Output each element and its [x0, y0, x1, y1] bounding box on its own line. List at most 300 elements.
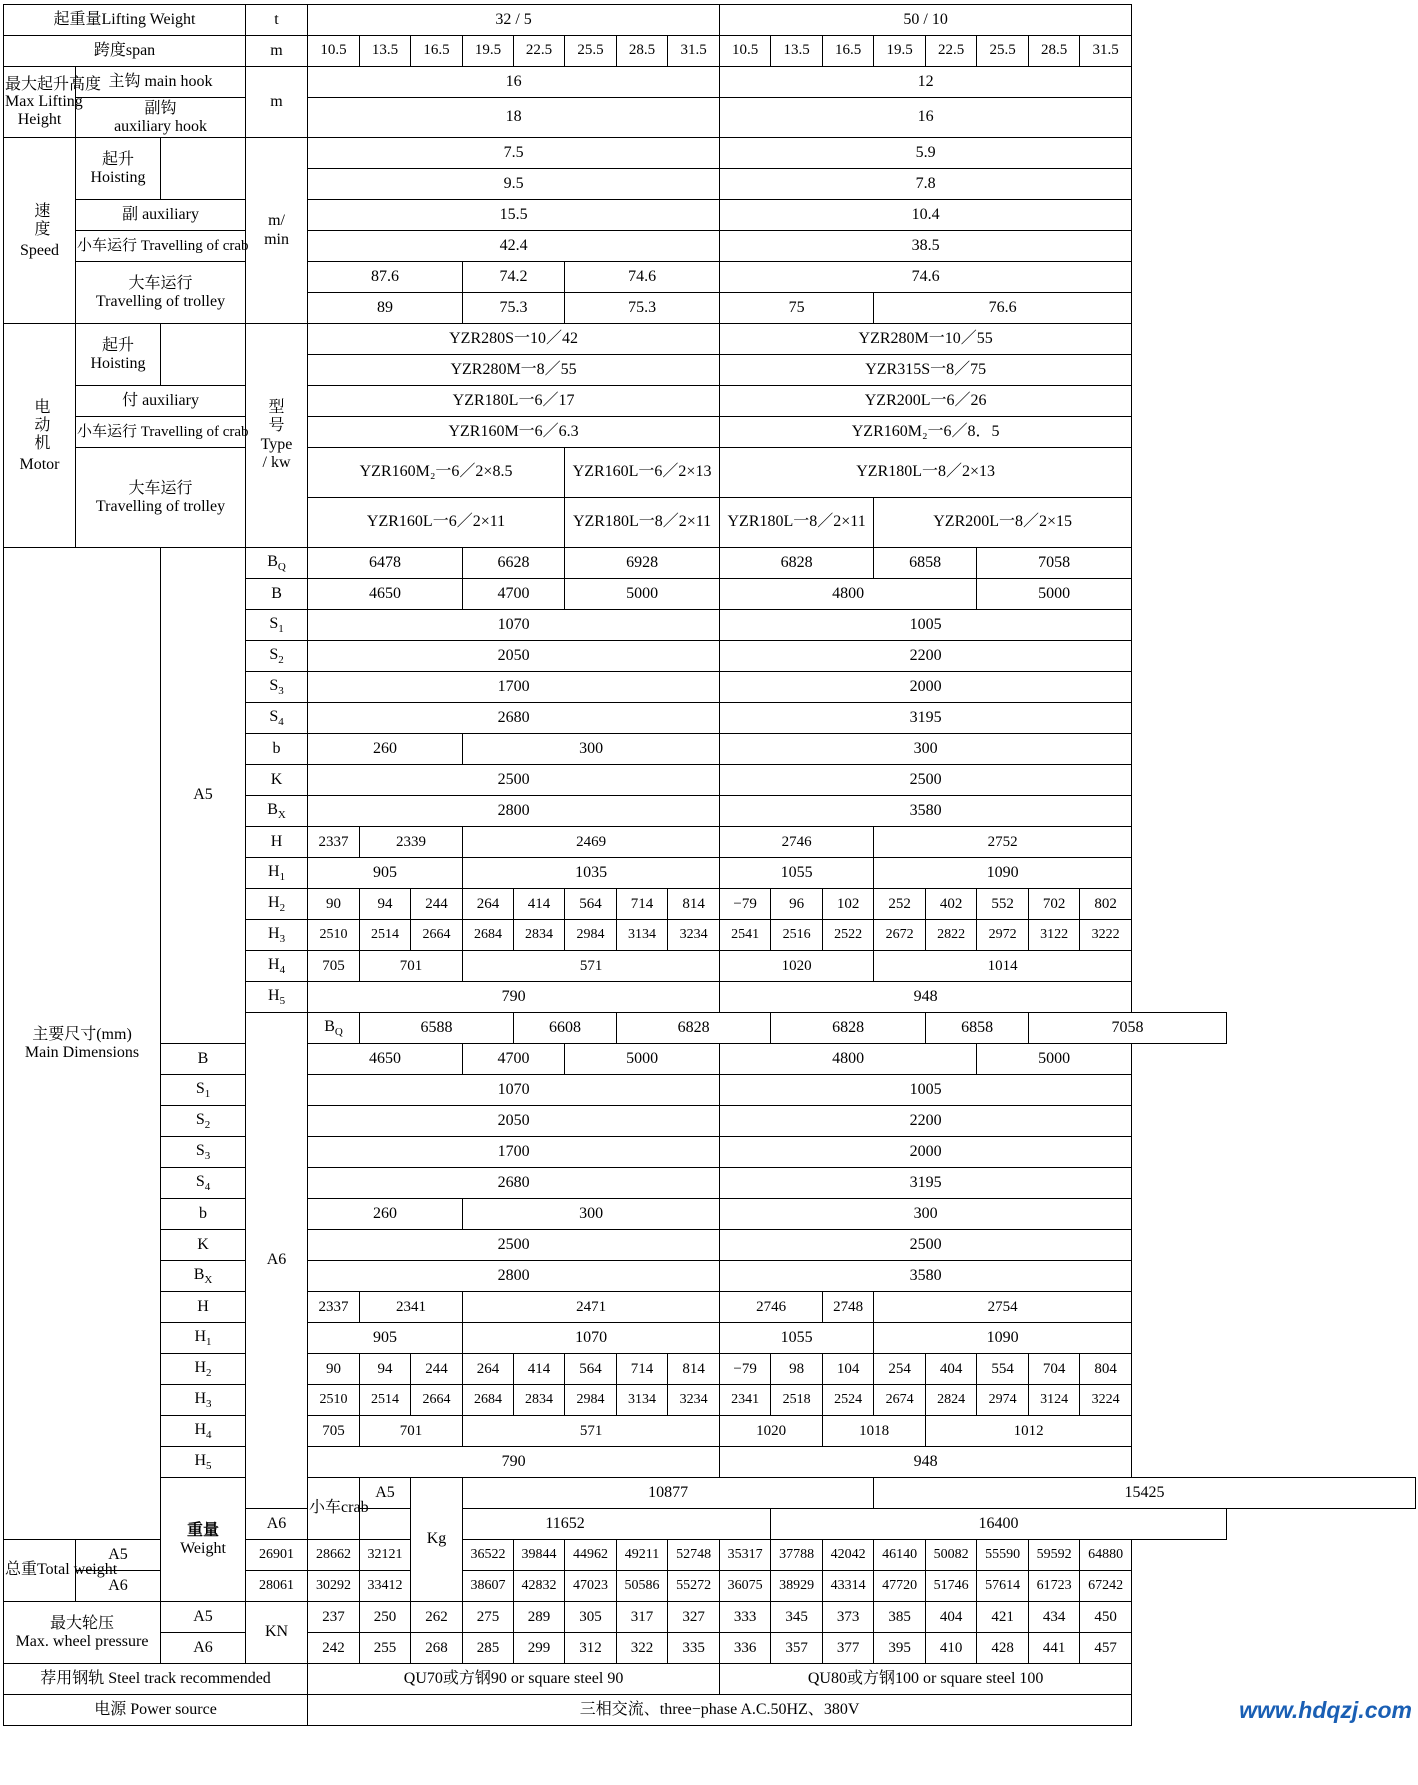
speed-unit-2: min	[264, 230, 289, 248]
wheel-pressure-value: 410	[926, 1633, 977, 1664]
dim-value: 2514	[360, 1385, 411, 1416]
weight-value: 35317	[720, 1540, 771, 1571]
dim-value: 2822	[926, 920, 977, 951]
dim-value: 905	[308, 1323, 463, 1354]
dim-value: 2500	[308, 1230, 720, 1261]
motor-aux-label: 付 auxiliary	[76, 386, 246, 417]
dim-value: 90	[308, 889, 360, 920]
dim-value: 1090	[874, 858, 1132, 889]
dim-value: 2510	[308, 1385, 360, 1416]
dim-value: 4650	[308, 579, 463, 610]
speed-trolley-a5-32-a: 87.6	[308, 262, 463, 293]
dim-class-a5: A5	[161, 548, 246, 1044]
weight-value: 26901	[246, 1540, 308, 1571]
dim-value: 1012	[926, 1416, 1132, 1447]
dim-value: 802	[1080, 889, 1132, 920]
span-value: 16.5	[823, 36, 874, 67]
dim-value: 6828	[720, 548, 874, 579]
weight-value: 59592	[1029, 1540, 1080, 1571]
weight-crab-a6-32: 11652	[360, 1509, 771, 1540]
dim-value: 94	[360, 1354, 411, 1385]
speed-aux-50: 10.4	[720, 200, 1132, 231]
speed-unit-1: m/	[268, 212, 285, 230]
dim-value: 3234	[668, 1385, 720, 1416]
dim-symbol-bx: $B_X$	[161, 1261, 246, 1292]
dim-value: 1018	[823, 1416, 926, 1447]
weight-crab-a5-32: 10877	[463, 1478, 874, 1509]
dim-symbol-k: K	[161, 1230, 246, 1261]
table-row-motor-aux	[4, 386, 1416, 417]
speed-aux-label: 副 auxiliary	[76, 200, 246, 231]
weight-value: 37788	[771, 1540, 823, 1571]
steel-track-32: QU70或方钢90 or square steel 90	[308, 1664, 720, 1695]
speed-trolley-label-cn: 大车运行	[128, 275, 193, 293]
dim-value: 2200	[720, 641, 1132, 672]
dim-value: 300	[463, 734, 720, 765]
capacity-50-10: 50 / 10	[720, 5, 1132, 36]
dim-value: 1035	[463, 858, 720, 889]
wheel-pressure-value: 434	[1029, 1602, 1080, 1633]
span-value: 16.5	[411, 36, 463, 67]
dim-value: 1020	[720, 1416, 823, 1447]
dim-value: −79	[720, 889, 771, 920]
dim-value: 6828	[771, 1013, 926, 1044]
dim-symbol-h1: $H_1$	[161, 1323, 246, 1354]
speed-trolley-a6-32-c: 75.3	[565, 293, 720, 324]
capacity-32-5: 32 / 5	[308, 5, 720, 36]
dim-value: 6828	[617, 1013, 771, 1044]
main-hook-height-32: 16	[308, 67, 720, 98]
wheel-pressure-value: 237	[308, 1602, 360, 1633]
aux-hook-label-cn: 副钩	[144, 100, 177, 117]
span-value: 28.5	[617, 36, 668, 67]
weight-value: 50082	[926, 1540, 977, 1571]
dim-symbol-s3: $S_3$	[161, 1137, 246, 1168]
dim-symbol-h: H	[246, 827, 308, 858]
weight-unit: Kg	[411, 1478, 463, 1602]
motor-crab-50: YZR160M₂一6／8．5	[720, 417, 1132, 448]
dim-value: 260	[308, 734, 463, 765]
dim-value: 2339	[360, 827, 463, 858]
weight-value: 47720	[874, 1571, 926, 1602]
steel-track-50: QU80或方钢100 or square steel 100	[720, 1664, 1132, 1695]
dim-symbol-s1: $S_1$	[246, 610, 308, 641]
wheel-pressure-value: 322	[617, 1633, 668, 1664]
dim-symbol-s2: $S_2$	[246, 641, 308, 672]
weight-value: 32121	[360, 1540, 411, 1571]
weight-label-cn: 重量	[187, 1522, 220, 1540]
dim-value: 2000	[720, 672, 1132, 703]
wheel-pressure-value: 404	[926, 1602, 977, 1633]
weight-value: 50586	[617, 1571, 668, 1602]
dim-value: 2684	[463, 1385, 514, 1416]
wheel-pressure-class-a6: A6	[161, 1633, 246, 1664]
power-source-value: 三相交流、three−phase A.C.50HZ、380V	[308, 1695, 1132, 1726]
dim-value: 905	[308, 858, 463, 889]
wheel-pressure-value: 357	[771, 1633, 823, 1664]
motor-type-en1: Type	[260, 435, 293, 453]
dim-value: 300	[720, 1199, 1132, 1230]
weight-value: 33412	[360, 1571, 411, 1602]
weight-class-a5: A5	[76, 1540, 161, 1571]
weight-value: 46140	[874, 1540, 926, 1571]
span-value: 31.5	[668, 36, 720, 67]
table-row-speed-main-a5	[4, 138, 1416, 169]
dim-value: 3195	[720, 1168, 1132, 1199]
table-row-dim-s4-a6	[4, 1168, 1416, 1199]
wheel-pressure-unit: KN	[246, 1602, 308, 1664]
wheel-pressure-value: 289	[514, 1602, 565, 1633]
dim-value: 705	[308, 951, 360, 982]
motor-main-a6-32: YZR280M一8／55	[308, 355, 720, 386]
dim-value: 98	[771, 1354, 823, 1385]
speed-main-a6-50: 7.8	[720, 169, 1132, 200]
dim-symbol-h2: $H_2$	[246, 889, 308, 920]
span-value: 13.5	[360, 36, 411, 67]
dim-value: 948	[720, 1447, 1132, 1478]
table-row-dim-b-small-a6	[4, 1199, 1416, 1230]
aux-hook-label	[76, 98, 246, 138]
motor-main-a6-50: YZR315S一8／75	[720, 355, 1132, 386]
dim-value: 3580	[720, 796, 1132, 827]
dim-symbol-s2: $S_2$	[161, 1106, 246, 1137]
dim-value: 2500	[720, 765, 1132, 796]
dim-value: 2000	[720, 1137, 1132, 1168]
dim-value: 244	[411, 889, 463, 920]
speed-main-a5-32: 7.5	[308, 138, 720, 169]
dim-value: 264	[463, 889, 514, 920]
wheel-pressure-value: 428	[977, 1633, 1029, 1664]
speed-trolley-a6-32-b: 75.3	[463, 293, 565, 324]
dim-value: 1005	[720, 610, 1132, 641]
dim-value: 2684	[463, 920, 514, 951]
table-row-weight-crab-a5	[4, 1478, 1416, 1509]
motor-type-cn2: 号	[268, 417, 285, 435]
dim-value: 2800	[308, 1261, 720, 1292]
dim-value: 90	[308, 1354, 360, 1385]
dim-value: 6858	[926, 1013, 1029, 1044]
dim-value: 2972	[977, 920, 1029, 951]
table-row-dim-h3-a6	[4, 1385, 1416, 1416]
table-row-span	[4, 36, 1416, 67]
table-row-motor-trolley-a5	[4, 448, 1416, 498]
weight-value: 28662	[308, 1540, 360, 1571]
dim-value: 705	[308, 1416, 360, 1447]
height-unit: m	[246, 67, 308, 138]
dim-value: 96	[771, 889, 823, 920]
dim-value: 6628	[463, 548, 565, 579]
wheel-pressure-value: 275	[463, 1602, 514, 1633]
weight-value: 55590	[977, 1540, 1029, 1571]
dim-value: 5000	[565, 579, 720, 610]
aux-hook-label-en: auxiliary hook	[114, 117, 207, 135]
speed-crab-32: 42.4	[308, 231, 720, 262]
dim-symbol-bx: $B_X$	[246, 796, 308, 827]
wheel-pressure-value: 317	[617, 1602, 668, 1633]
table-row-dim-bx-a6	[4, 1261, 1416, 1292]
table-row-speed-crab	[4, 231, 1416, 262]
dim-symbol-h: H	[161, 1292, 246, 1323]
dim-class-a6: A6	[246, 1013, 308, 1509]
dim-value: 2680	[308, 1168, 720, 1199]
dim-value: 714	[617, 889, 668, 920]
speed-crab-label: 小车运行 Travelling of crab	[76, 231, 246, 262]
dim-value: 3234	[668, 920, 720, 951]
weight-value: 64880	[1080, 1540, 1132, 1571]
speed-trolley-a5-50: 74.6	[720, 262, 1132, 293]
wheel-pressure-value: 285	[463, 1633, 514, 1664]
motor-aux-50: YZR200L一6／26	[720, 386, 1132, 417]
wheel-pressure-value: 373	[823, 1602, 874, 1633]
dim-value: 4650	[308, 1044, 463, 1075]
dim-symbol-h1: $H_1$	[246, 858, 308, 889]
dim-value: 2522	[823, 920, 874, 951]
dim-value: 1055	[720, 1323, 874, 1354]
wheel-pressure-value: 305	[565, 1602, 617, 1633]
weight-value: 44962	[565, 1540, 617, 1571]
speed-label	[4, 138, 76, 324]
dim-symbol-bq: $B_Q$	[308, 1013, 360, 1044]
weight-value: 67242	[1080, 1571, 1132, 1602]
dim-value: 6858	[874, 548, 977, 579]
dim-value: 2674	[874, 1385, 926, 1416]
motor-type-unit	[246, 324, 308, 548]
weight-value: 36075	[720, 1571, 771, 1602]
spec-sheet	[0, 4, 1418, 1726]
dim-value: 948	[720, 982, 1132, 1013]
weight-value: 51746	[926, 1571, 977, 1602]
hoisting-label	[76, 138, 161, 200]
table-row-motor-main-a5	[4, 324, 1416, 355]
wheel-pressure-value: 336	[720, 1633, 771, 1664]
wheel-pressure-value: 345	[771, 1602, 823, 1633]
dim-value: 1090	[874, 1323, 1132, 1354]
table-row-dim-bq-a5	[4, 548, 1416, 579]
dim-symbol-s1: $S_1$	[161, 1075, 246, 1106]
weight-value: 28061	[246, 1571, 308, 1602]
span-value: 19.5	[874, 36, 926, 67]
motor-hoisting-label	[76, 324, 161, 386]
weight-value: 43314	[823, 1571, 874, 1602]
dim-value: 1014	[874, 951, 1132, 982]
table-row-dim-s1-a6	[4, 1075, 1416, 1106]
speed-trolley-a5-32-c: 74.6	[565, 262, 720, 293]
dim-value: 3580	[720, 1261, 1132, 1292]
max-lifting-height-label-en2: Height	[17, 110, 62, 128]
dim-value: 571	[463, 951, 720, 982]
dim-value: 2500	[720, 1230, 1132, 1261]
dim-value: 3122	[1029, 920, 1080, 951]
dim-value: 2834	[514, 920, 565, 951]
table-row-lifting-weight	[4, 5, 1416, 36]
wheel-pressure-value: 421	[977, 1602, 1029, 1633]
dim-value: 102	[823, 889, 874, 920]
dim-value: 402	[926, 889, 977, 920]
speed-trolley-label-en: Travelling of trolley	[95, 292, 226, 310]
motor-hoisting-label-en: Hoisting	[90, 354, 146, 372]
dim-value: 2664	[411, 1385, 463, 1416]
wheel-pressure-class-a5: A5	[161, 1602, 246, 1633]
dim-value: 2984	[565, 920, 617, 951]
table-row-wheel-pressure-a5	[4, 1602, 1416, 1633]
dim-symbol-bq: $B_Q$	[246, 548, 308, 579]
motor-trolley-a5-c2: YZR160L一6／2×13	[565, 448, 720, 498]
table-row-dim-h2-a6	[4, 1354, 1416, 1385]
main-dimensions-label-en: Main Dimensions	[24, 1043, 140, 1061]
table-row-speed-aux	[4, 200, 1416, 231]
dim-value: 3134	[617, 1385, 668, 1416]
dim-value: 4700	[463, 579, 565, 610]
dim-value: 814	[668, 1354, 720, 1385]
motor-hoisting-label-cn: 起升	[101, 337, 134, 355]
dim-value: 2754	[874, 1292, 1132, 1323]
aux-hook-height-50: 16	[720, 98, 1132, 138]
wheel-pressure-value: 242	[308, 1633, 360, 1664]
hoisting-label-cn: 起升	[101, 151, 134, 169]
weight-value: 52748	[668, 1540, 720, 1571]
speed-aux-32: 15.5	[308, 200, 720, 231]
wheel-pressure-value: 335	[668, 1633, 720, 1664]
unit-m: m	[246, 36, 308, 67]
dim-symbol-s4: $S_4$	[246, 703, 308, 734]
dim-value: 4800	[720, 1044, 977, 1075]
dim-value: 6928	[565, 548, 720, 579]
table-row-dim-b-a6	[4, 1044, 1416, 1075]
dim-value: 1700	[308, 1137, 720, 1168]
dim-value: 7058	[977, 548, 1132, 579]
dim-value: 790	[308, 982, 720, 1013]
dim-value: 2050	[308, 641, 720, 672]
dim-value: 6588	[360, 1013, 514, 1044]
dim-value: 254	[874, 1354, 926, 1385]
dim-value: 3224	[1080, 1385, 1132, 1416]
speed-main-a5-50: 5.9	[720, 138, 1132, 169]
dim-value: 2672	[874, 920, 926, 951]
weight-value: 36522	[463, 1540, 514, 1571]
motor-main-a5-50: YZR280M一10／55	[720, 324, 1132, 355]
dim-value: 2524	[823, 1385, 874, 1416]
motor-crab-label: 小车运行 Travelling of crab	[76, 417, 246, 448]
dim-value: 5000	[565, 1044, 720, 1075]
main-hook-label: 主钩 main hook	[76, 67, 246, 98]
speed-label-en: Speed	[19, 241, 60, 259]
weight-crab-a6-50: 16400	[771, 1509, 1227, 1540]
wheel-pressure-value: 333	[720, 1602, 771, 1633]
dim-value: 2984	[565, 1385, 617, 1416]
speed-trolley-a6-50-b: 76.6	[874, 293, 1132, 324]
main-dimensions-label-cn: 主要尺寸(mm)	[32, 1026, 132, 1044]
speed-label-cn: 速度	[31, 201, 49, 238]
motor-trolley-a5-c3: YZR180L一8／2×13	[720, 448, 1132, 498]
dim-value: 244	[411, 1354, 463, 1385]
dim-value: 3222	[1080, 920, 1132, 951]
dim-value: 7058	[1029, 1013, 1227, 1044]
main-hook-height-50: 12	[720, 67, 1132, 98]
dim-value: 2471	[463, 1292, 720, 1323]
dim-value: 2516	[771, 920, 823, 951]
dim-value: 264	[463, 1354, 514, 1385]
weight-class-a5: A5	[360, 1478, 411, 1509]
dim-symbol-b-small: b	[161, 1199, 246, 1230]
weight-value: 38607	[463, 1571, 514, 1602]
weight-value: 49211	[617, 1540, 668, 1571]
dim-value: 2050	[308, 1106, 720, 1137]
max-lifting-height-label-en1: Max Lifting	[5, 93, 83, 111]
dim-value: 1070	[308, 1075, 720, 1106]
dim-value: 714	[617, 1354, 668, 1385]
dim-value: 252	[874, 889, 926, 920]
dim-symbol-h5: $H_5$	[246, 982, 308, 1013]
dim-value: 300	[720, 734, 1132, 765]
dim-value: 1005	[720, 1075, 1132, 1106]
dim-value: 6478	[308, 548, 463, 579]
weight-value: 42832	[514, 1571, 565, 1602]
unit-t: t	[246, 5, 308, 36]
dim-symbol-b-small: b	[246, 734, 308, 765]
dim-value: 3195	[720, 703, 1132, 734]
dim-value: 2500	[308, 765, 720, 796]
dim-symbol-b: B	[246, 579, 308, 610]
wheel-pressure-value: 377	[823, 1633, 874, 1664]
wheel-pressure-value: 255	[360, 1633, 411, 1664]
dim-symbol-b: B	[161, 1044, 246, 1075]
speed-trolley-a5-32-b: 74.2	[463, 262, 565, 293]
weight-crab-a5-50: 15425	[874, 1478, 1416, 1509]
dim-value: 2752	[874, 827, 1132, 858]
weight-value: 47023	[565, 1571, 617, 1602]
wheel-pressure-value: 457	[1080, 1633, 1132, 1664]
wheel-pressure-value: 268	[411, 1633, 463, 1664]
motor-aux-32: YZR180L一6／17	[308, 386, 720, 417]
motor-label-cn: 电动机	[31, 397, 49, 452]
wheel-pressure-value: 250	[360, 1602, 411, 1633]
span-value: 22.5	[514, 36, 565, 67]
dim-value: 814	[668, 889, 720, 920]
dim-value: 2469	[463, 827, 720, 858]
dim-value: 2341	[720, 1385, 771, 1416]
wheel-pressure-value: 327	[668, 1602, 720, 1633]
table-row-motor-crab	[4, 417, 1416, 448]
dim-value: 704	[1029, 1354, 1080, 1385]
span-value: 13.5	[771, 36, 823, 67]
dim-value: 2746	[720, 1292, 823, 1323]
dim-value: 564	[565, 1354, 617, 1385]
dim-value: 404	[926, 1354, 977, 1385]
wheel-pressure-value: 385	[874, 1602, 926, 1633]
wheel-pressure-value: 262	[411, 1602, 463, 1633]
weight-value: 55272	[668, 1571, 720, 1602]
dim-symbol-s3: $S_3$	[246, 672, 308, 703]
dim-value: 2834	[514, 1385, 565, 1416]
weight-value: 38929	[771, 1571, 823, 1602]
motor-trolley-a6-c4: YZR200L一8／2×15	[874, 498, 1132, 548]
motor-main-a5-32: YZR280S一10／42	[308, 324, 720, 355]
speed-trolley-a6-32-a: 89	[308, 293, 463, 324]
weight-crab-label: 小车crab	[308, 1478, 360, 1540]
dim-value: 554	[977, 1354, 1029, 1385]
motor-trolley-a6-c1: YZR160L一6／2×11	[308, 498, 565, 548]
motor-trolley-label-cn: 大车运行	[128, 480, 193, 498]
span-value: 25.5	[565, 36, 617, 67]
crane-specification-table	[3, 4, 1416, 1726]
watermark: www.hdqzj.com	[1239, 1697, 1412, 1724]
speed-main-a6-32: 9.5	[308, 169, 720, 200]
table-row-dim-h5-a6	[4, 1447, 1416, 1478]
dim-value: 564	[565, 889, 617, 920]
max-lifting-height-label	[4, 67, 102, 138]
dim-value: 2341	[360, 1292, 463, 1323]
dim-value: 5000	[977, 1044, 1132, 1075]
